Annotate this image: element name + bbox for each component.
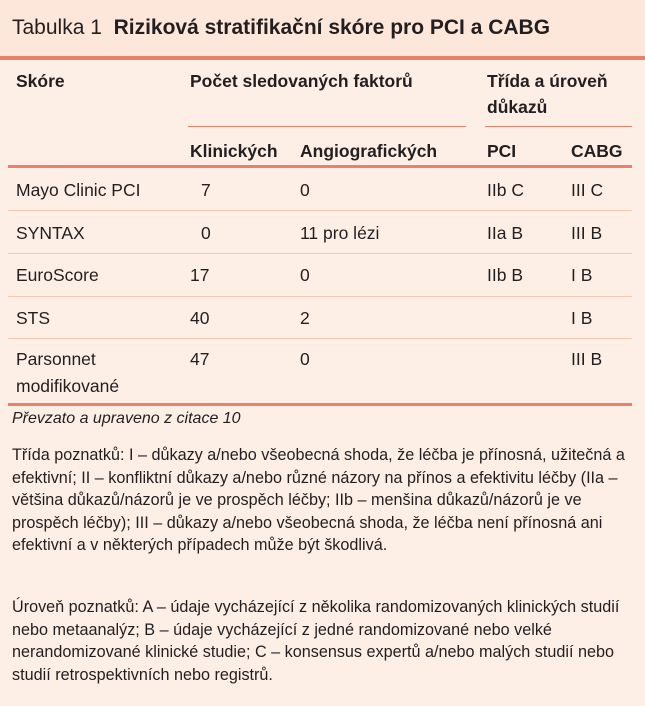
row-3-clinical: 17 (190, 265, 210, 285)
row-1-cabg: III C (571, 180, 604, 200)
row-5-name: Parsonnet (16, 349, 96, 369)
row-1-pci: IIb C (487, 180, 524, 200)
row-5-angio: 0 (300, 349, 310, 369)
header-cabg: CABG (571, 141, 623, 161)
header-factors: Počet sledovaných faktorů (190, 71, 413, 91)
row-2-clinical: 0 (201, 223, 211, 243)
row-3-name: EuroScore (16, 265, 99, 285)
factors-underline (188, 126, 466, 127)
table-bottom-rule (8, 403, 632, 406)
row-1-clinical: 7 (201, 180, 211, 200)
row-divider (8, 338, 632, 339)
note-level: Úroveň poznatků: A – údaje vycházející z několika randomizovaných klinických studií nebo metaanalýz; B – údaje vycházející z jedné randomizované nebo velké nerandomizované klinické studie; C – konsensus expertů a/nebo malých studií nebo studií retrospektivních nebo registrů. (12, 598, 620, 684)
row-2-cabg: III B (571, 223, 603, 243)
row-5-clinical: 47 (190, 349, 210, 369)
row-4-clinical: 40 (190, 308, 210, 328)
row-4-cabg: I B (571, 308, 593, 328)
header-pci: PCI (487, 141, 517, 161)
row-divider (8, 296, 632, 297)
row-4-angio: 2 (300, 308, 310, 328)
row-3-angio: 0 (300, 265, 310, 285)
header-class-line1: Třída a úroveň (487, 71, 608, 91)
class-underline (485, 126, 632, 127)
header-class-line2: důkazů (487, 97, 548, 117)
row-4-name: STS (16, 308, 51, 328)
row-5-cabg: III B (571, 349, 603, 369)
row-divider (8, 210, 632, 211)
title-bar (0, 0, 645, 56)
row-divider (8, 253, 632, 254)
table-title (12, 16, 550, 40)
table-label: Tabulka 1 (12, 16, 102, 39)
row-1-angio: 0 (300, 180, 310, 200)
row-1-name: Mayo Clinic PCI (16, 180, 141, 200)
row-3-cabg: I B (571, 265, 593, 285)
header-clinical: Klinických (190, 141, 278, 161)
table-title-text: Riziková stratifikační skóre pro PCI a CABG (113, 16, 551, 39)
header-score: Skóre (16, 71, 65, 91)
row-5-name-line2: modifikované (16, 376, 120, 396)
note-class: Třída poznatků: I – důkazy a/nebo všeobecná shoda, že léčba je přínosná, užitečná a efektivní; II – konfliktní důkazy a/nebo různé názory na přínos a efektivitu léčby (IIa – většina důkazů/názorů je ve prospěch léčby; IIb – menšina důkazů/názorů je ve prospěch léčby); III – důkazy a/nebo všeobecná shoda, že léčba není přínosná ani efektivní a v některých případech může být škodlivá. (12, 446, 625, 554)
row-3-pci: IIb B (487, 265, 523, 285)
row-2-angio: 11 pro lézi (300, 223, 380, 243)
row-2-name: SYNTAX (16, 223, 85, 243)
header-angio: Angiografických (300, 141, 438, 161)
row-2-pci: IIa B (487, 223, 523, 243)
header-rule (8, 165, 632, 168)
source-note: Převzato a upraveno z citace 10 (12, 410, 241, 427)
